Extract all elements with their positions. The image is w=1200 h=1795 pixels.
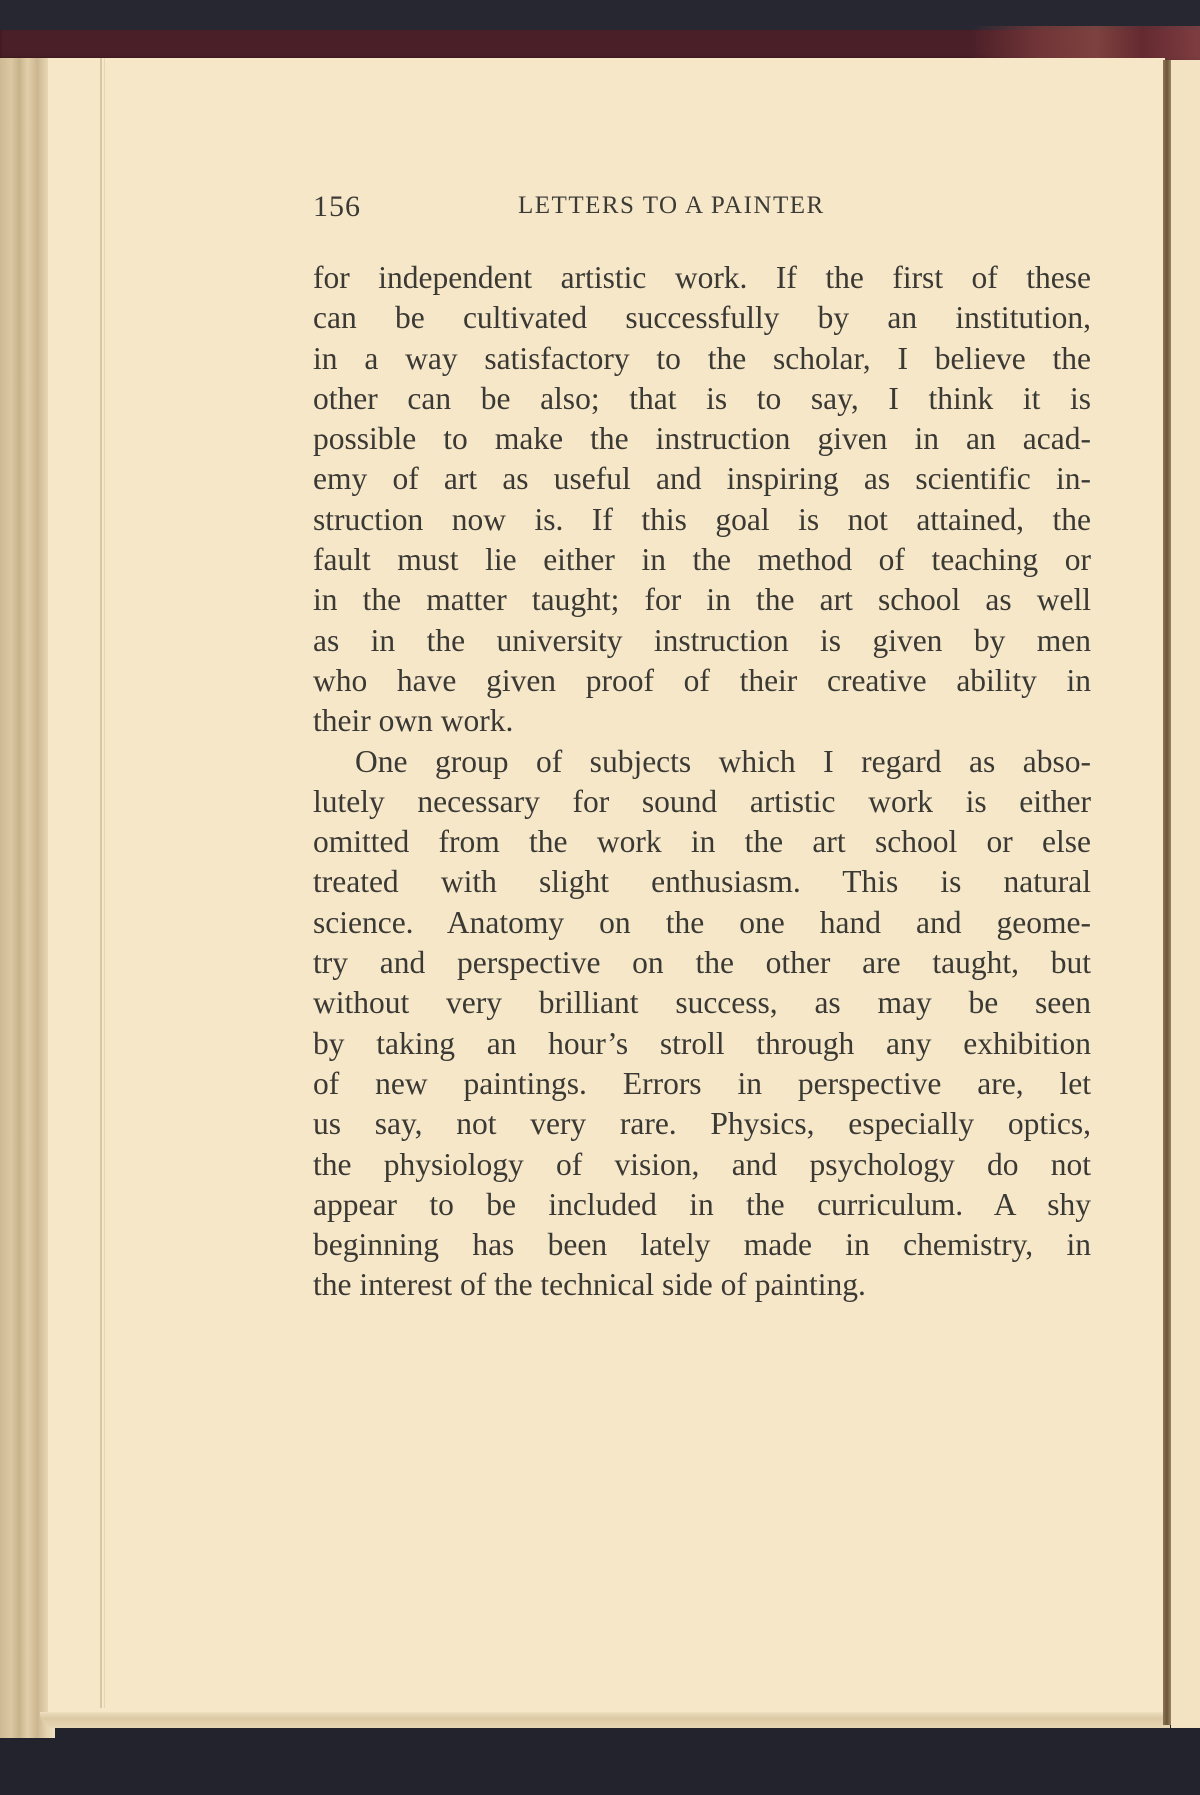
page-edge-line-secondary: [104, 58, 105, 1708]
text-line: their own work.: [313, 703, 514, 739]
facing-page-strip: [1171, 60, 1200, 1728]
stacked-page-edges: [0, 58, 55, 1738]
text-line: the interest of the technical side of painting.: [313, 1267, 866, 1303]
text-line: the physiology of vision, and psychology do not: [313, 1146, 1091, 1182]
text-line: without very brilliant success, as may be seen: [313, 985, 1091, 1021]
text-line: of new paintings. Errors in perspective are, let: [313, 1065, 1091, 1101]
text-line: in a way satisfactory to the scholar, I believe the: [313, 340, 1091, 376]
text-line: can be cultivated successfully by an institution,: [313, 300, 1091, 336]
text-line: appear to be included in the curriculum. A shy: [313, 1186, 1091, 1222]
text-line: One group of subjects which I regard as abso-: [355, 743, 1091, 779]
text-line: who have given proof of their creative ability in: [313, 662, 1091, 698]
text-line: try and perspective on the other are taught, but: [313, 945, 1091, 981]
text-line: fault must lie either in the method of teaching or: [313, 542, 1091, 578]
text-line: in the matter taught; for in the art school as well: [313, 582, 1091, 618]
text-line: science. Anatomy on the one hand and geome-: [313, 904, 1091, 940]
text-line: emy of art as useful and inspiring as scientific in-: [313, 461, 1091, 497]
book-gutter: [1163, 60, 1171, 1725]
page-edge-line: [100, 58, 102, 1708]
book-cover-cloth-bottom: [0, 1728, 1200, 1795]
body-text: [313, 258, 1091, 1306]
running-title: LETTERS TO A PAINTER: [518, 192, 825, 219]
text-line: treated with slight enthusiasm. This is natural: [313, 864, 1091, 900]
text-line: other can be also; that is to say, I think it is: [313, 380, 1091, 416]
paragraph: [313, 742, 1091, 1306]
text-line: lutely necessary for sound artistic work is either: [313, 783, 1091, 819]
text-line: beginning has been lately made in chemistry, in: [313, 1227, 1091, 1263]
text-line: for independent artistic work. If the first of these: [313, 260, 1091, 295]
text-line: struction now is. If this goal is not attained, the: [313, 501, 1091, 537]
text-line: by taking an hour’s stroll through any exhibition: [313, 1025, 1091, 1061]
page-bottom-edge: [40, 1712, 1170, 1728]
text-line: possible to make the instruction given in an acad-: [313, 421, 1091, 457]
text-line: omitted from the work in the art school or else: [313, 824, 1091, 860]
page-number: 156: [313, 190, 361, 223]
text-line: us say, not very rare. Physics, especially optics,: [313, 1106, 1091, 1142]
paragraph: [313, 258, 1091, 742]
running-header: [313, 190, 1093, 230]
frayed-headband-corner: [970, 26, 1200, 60]
text-line: as in the university instruction is given by men: [313, 622, 1091, 658]
